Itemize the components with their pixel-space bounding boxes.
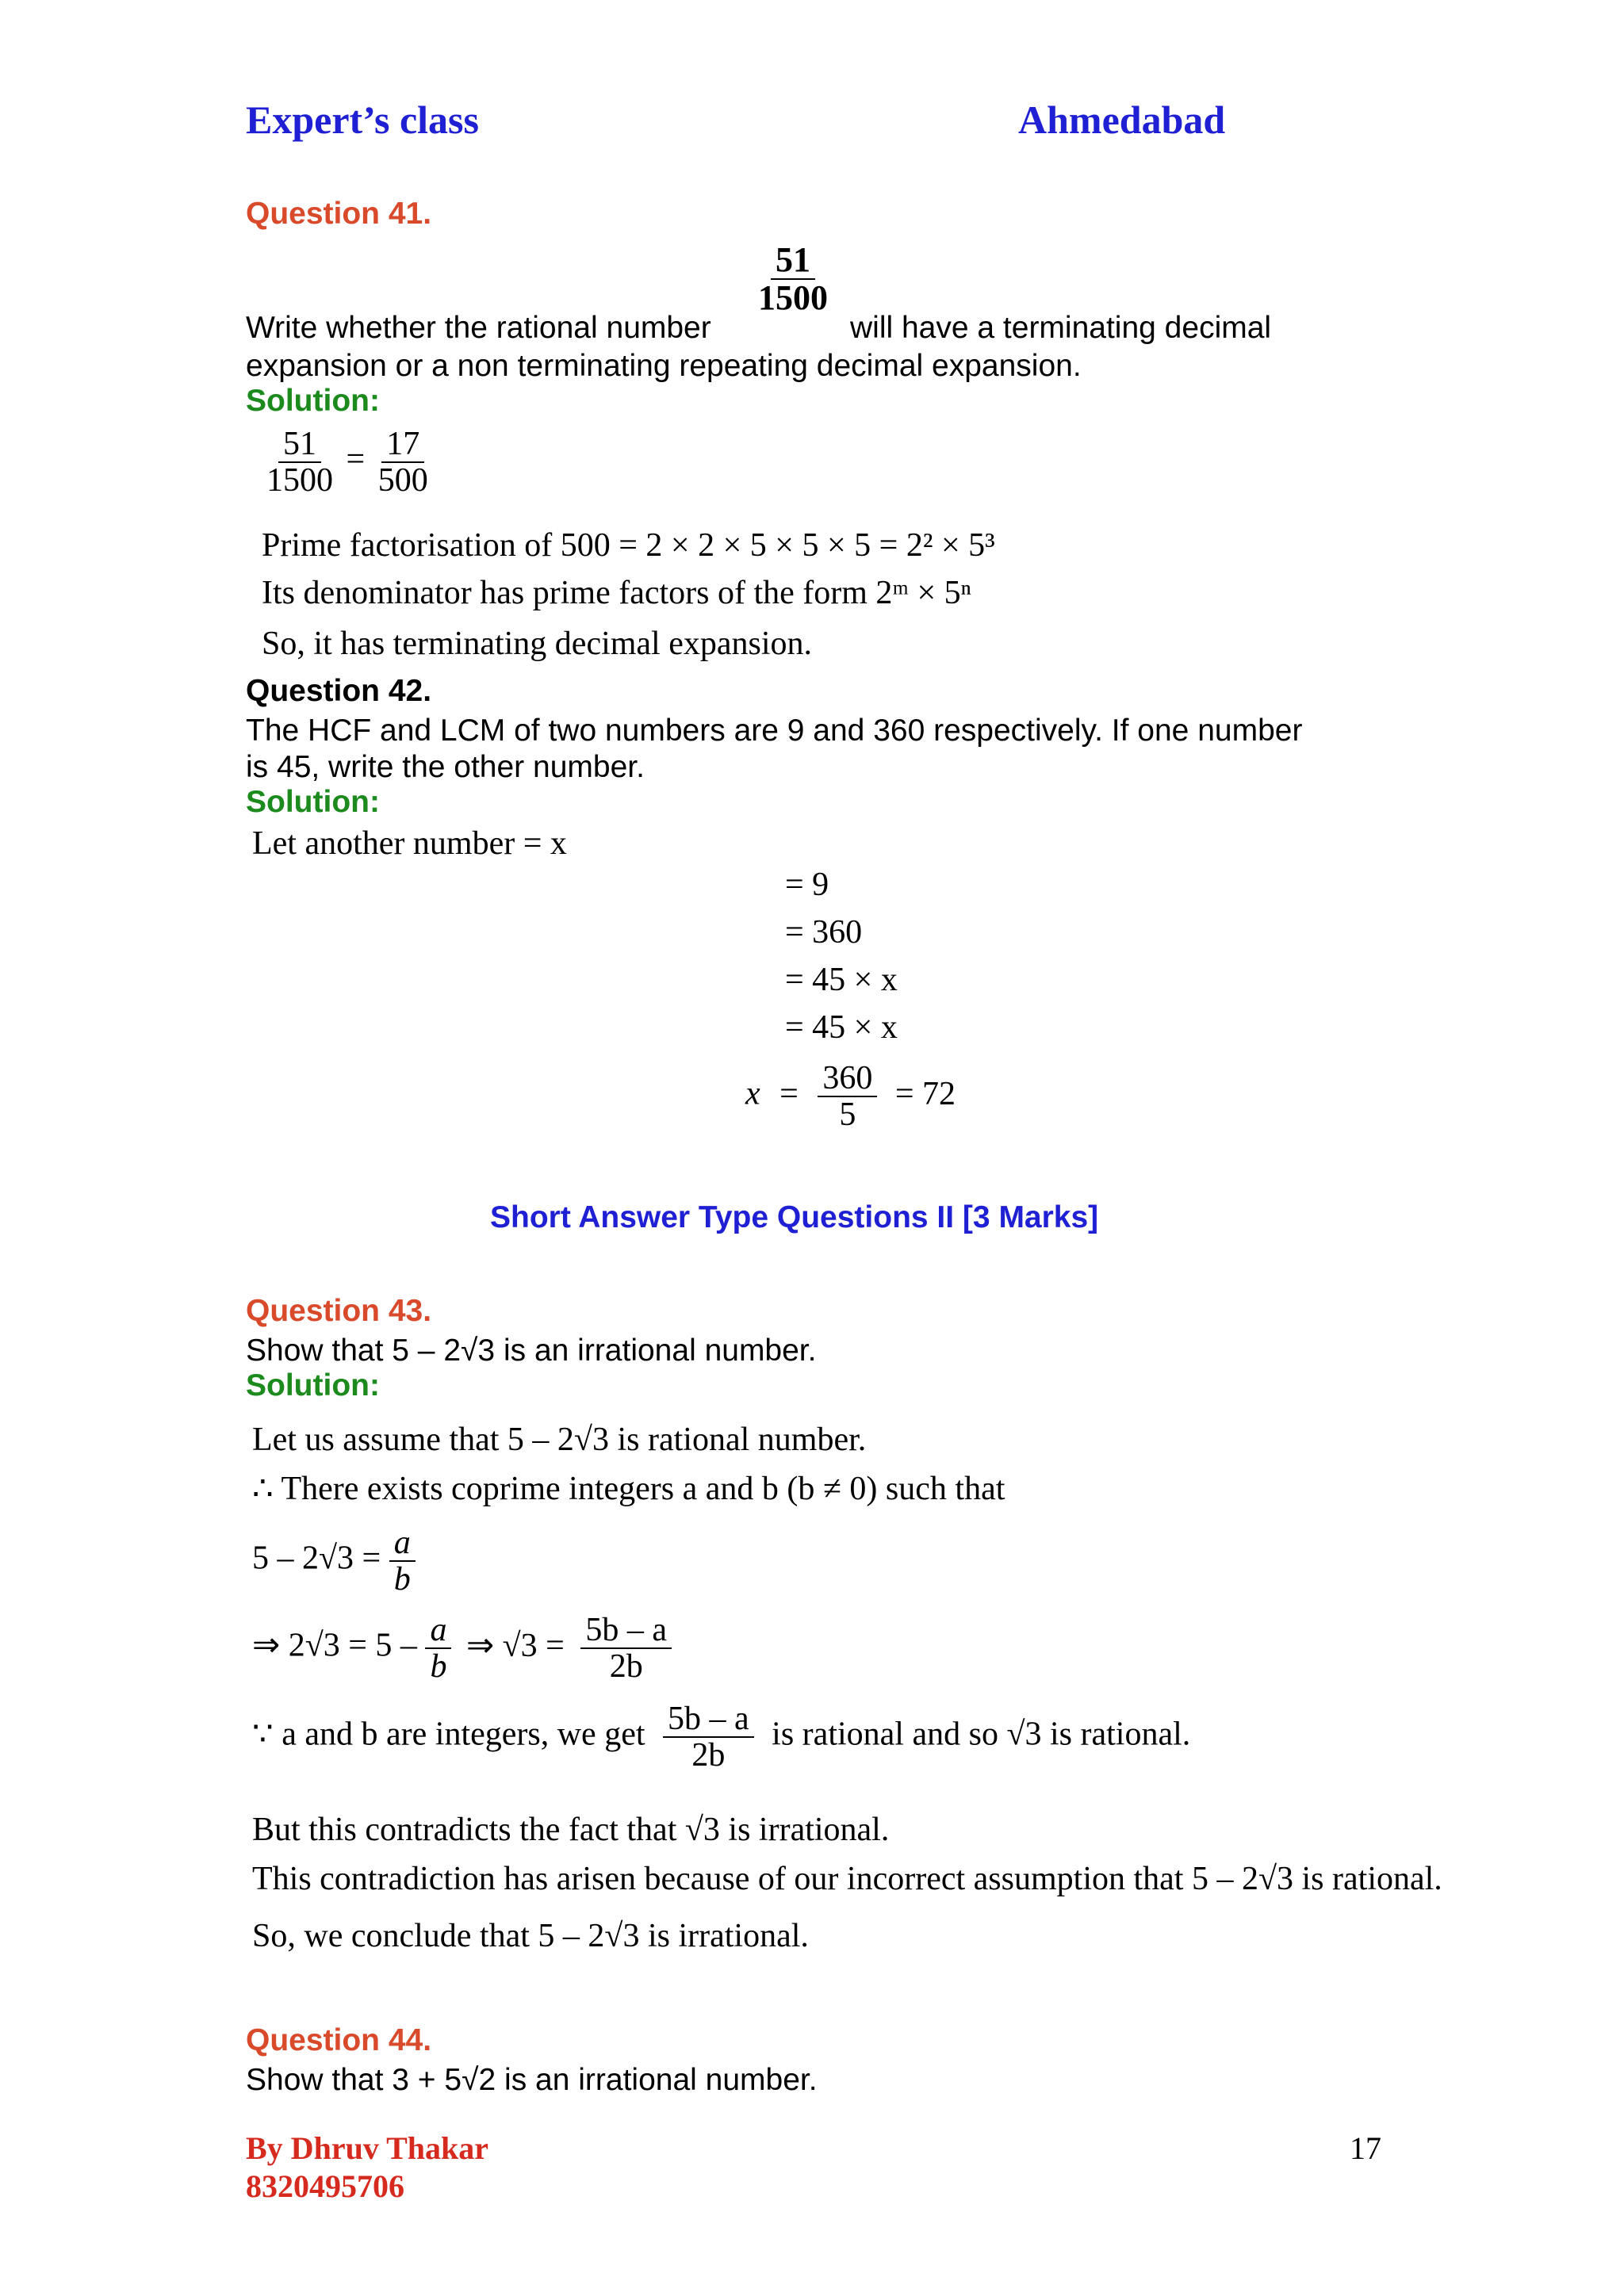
- q41-text-a: Write whether the rational number: [246, 311, 711, 345]
- question-42-title: Question 42.: [246, 674, 432, 708]
- q41-sol-f2-den: 500: [377, 462, 428, 499]
- q41-sol-f2-num: 17: [381, 427, 424, 463]
- footer-author: By Dhruv Thakar: [246, 2130, 489, 2166]
- q42-row-1-rhs: = 9: [785, 867, 829, 903]
- q41-text-c: expansion or a non terminating repeating decimal expansion.: [246, 349, 1082, 383]
- q41-solution-line-2: Its denominator has prime factors of the form 2ᵐ × 5ⁿ: [262, 575, 971, 611]
- q43-line-5-a: ∵ a and b are integers, we get: [252, 1716, 645, 1753]
- q43-line-4-b: ⇒ √3 =: [465, 1627, 565, 1664]
- q42-text-b: is 45, write the other number.: [246, 750, 645, 784]
- q42-final-lhs: x: [745, 1075, 760, 1112]
- q42-row-2-rhs: = 360: [785, 914, 863, 951]
- q41-solution-label: Solution:: [246, 384, 380, 418]
- q43-line-8: So, we conclude that 5 – 2√3 is irrational.: [252, 1918, 809, 1954]
- q43-line-5: [252, 1701, 1190, 1773]
- q41-solution-fraction-equation: [262, 427, 433, 498]
- q43-solution-label: Solution:: [246, 1368, 380, 1402]
- q42-solution-label: Solution:: [246, 785, 380, 819]
- q43-line-4-num2: 5b – a: [580, 1613, 672, 1649]
- q43-line-5-num: 5b – a: [663, 1701, 754, 1738]
- q43-line-4: [252, 1613, 672, 1684]
- footer-phone: 8320495706: [246, 2168, 404, 2204]
- page-number: 17: [1350, 2130, 1381, 2166]
- q42-final-num: 360: [818, 1061, 877, 1097]
- q42-final-rhs: = 72: [894, 1075, 956, 1112]
- q43-text: Show that 5 – 2√3 is an irrational number.: [246, 1334, 817, 1368]
- q42-row-3-rhs: = 45 × x: [785, 962, 898, 998]
- q43-line-4-den1: b: [430, 1648, 447, 1686]
- q42-text-a: The HCF and LCM of two numbers are 9 and 360 respectively. If one number: [246, 714, 1303, 748]
- q41-sol-equals: =: [346, 441, 366, 478]
- question-43-title: Question 43.: [246, 1294, 432, 1328]
- q43-line-6: But this contradicts the fact that √3 is irrational.: [252, 1812, 890, 1848]
- q43-line-5-den: 2b: [691, 1737, 726, 1774]
- q43-line-5-b: is rational and so √3 is rational.: [772, 1716, 1191, 1753]
- q43-line-3: [252, 1525, 416, 1597]
- q41-sol-f1-num: 51: [278, 427, 321, 463]
- q42-row-4-rhs: = 45 × x: [785, 1009, 898, 1046]
- section-title: Short Answer Type Questions II [3 Marks]: [490, 1200, 1099, 1234]
- q43-line-3-num: a: [389, 1525, 416, 1562]
- header-left: Expert’s class: [246, 98, 479, 142]
- q43-line-4-num1: a: [425, 1613, 451, 1649]
- q41-solution-line-1: Prime factorisation of 500 = 2 × 2 × 5 × 5 × 5 = 2² × 5³: [262, 527, 995, 564]
- q43-line-4-a: ⇒ 2√3 = 5 –: [252, 1627, 417, 1664]
- q42-final-den: 5: [839, 1096, 856, 1134]
- q43-line-3-lhs: 5 – 2√3 =: [252, 1540, 381, 1577]
- q43-line-1: Let us assume that 5 – 2√3 is rational number.: [252, 1422, 867, 1458]
- q42-let-line: Let another number = x: [252, 825, 567, 862]
- q42-final-equals: =: [779, 1075, 799, 1112]
- q43-line-3-den: b: [393, 1561, 411, 1598]
- q41-text-b: will have a terminating decimal: [850, 311, 1272, 345]
- header-right: Ahmedabad: [1018, 98, 1226, 142]
- q43-line-2: ∴ There exists coprime integers a and b (b ≠ 0) such that: [252, 1471, 1005, 1507]
- q41-solution-line-3: So, it has terminating decimal expansion.: [262, 626, 813, 662]
- q41-sol-f1-den: 1500: [266, 462, 333, 499]
- q43-line-4-den2: 2b: [609, 1648, 643, 1686]
- q43-line-7: This contradiction has arisen because of our incorrect assumption that 5 – 2√3 is rational.: [252, 1861, 1442, 1897]
- q41-fraction: [753, 242, 833, 316]
- q42-final-equation: [745, 1061, 956, 1132]
- question-41-title: Question 41.: [246, 197, 432, 231]
- q41-fraction-numerator: 51: [771, 242, 815, 280]
- q41-fraction-denominator: 1500: [758, 278, 828, 318]
- question-44-title: Question 44.: [246, 2023, 432, 2057]
- q44-text: Show that 3 + 5√2 is an irrational number.: [246, 2063, 818, 2097]
